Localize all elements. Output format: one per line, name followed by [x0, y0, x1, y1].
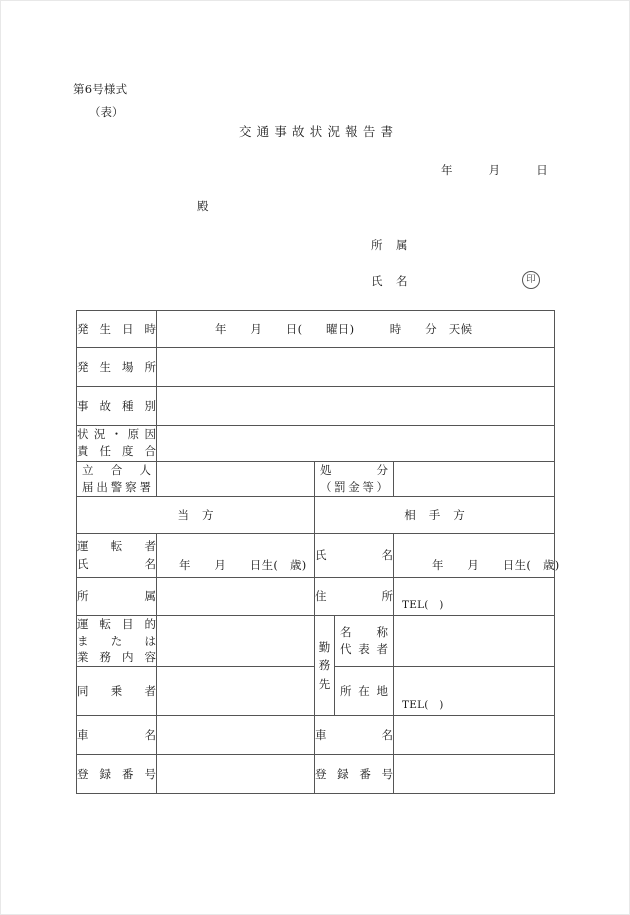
label-other-workplace — [315, 616, 335, 716]
table-row — [77, 387, 555, 426]
form-side-label: （表） — [89, 105, 124, 119]
label-penalty — [315, 461, 394, 497]
label-witness-police — [77, 461, 157, 497]
label-other-car-name: 車名 — [315, 716, 394, 755]
table-row — [77, 616, 555, 667]
field-accident-type[interactable] — [157, 387, 555, 426]
other-workplace-tel-hint: TEL( ) — [402, 699, 444, 712]
field-own-driver-name[interactable] — [157, 534, 315, 578]
label-own-driving-purpose — [77, 616, 157, 667]
page-title: 交通事故状況報告書 — [238, 124, 399, 139]
table-row — [77, 534, 555, 578]
accident-report-table — [76, 310, 560, 794]
table-row — [77, 497, 555, 534]
other-name-birth-hint: 年 月 日生( 歳) — [432, 558, 560, 572]
submission-date-line: 年 月 日 — [441, 163, 549, 177]
section-header-other-side: 相手方 — [315, 497, 555, 534]
form-number: 第6号様式 — [73, 82, 128, 96]
label-situation-cause: 状況・原因 — [77, 427, 156, 441]
field-penalty[interactable] — [394, 461, 555, 497]
workplace-char-2: 務 — [318, 658, 331, 673]
workplace-char-1: 勤 — [318, 639, 331, 654]
label-workplace-name: 名 称 — [340, 624, 388, 639]
field-own-affiliation[interactable] — [157, 578, 315, 616]
label-own-passenger: 同乗者 — [77, 667, 157, 716]
label-own-driver: 運転者 — [77, 539, 156, 554]
label-own-affiliation: 所属 — [77, 578, 157, 616]
label-other-registration: 登録番号 — [315, 755, 394, 794]
occurrence-datetime-hint: 年 月 日( 曜日) 時 分 天候 — [215, 322, 473, 336]
field-other-workplace-name[interactable] — [394, 616, 555, 667]
label-penalty-sub: （罰金等） — [320, 479, 388, 494]
table-row — [77, 716, 555, 755]
field-other-registration[interactable] — [394, 755, 555, 794]
label-own-registration: 登録番号 — [77, 755, 157, 794]
field-own-registration[interactable] — [157, 755, 315, 794]
addressee-label: 殿 — [197, 199, 209, 213]
field-own-driving-purpose[interactable] — [157, 616, 315, 667]
field-occurrence-place[interactable] — [157, 348, 555, 387]
label-own-car-name: 車名 — [77, 716, 157, 755]
label-accident-type: 事故種別 — [77, 387, 157, 426]
table-row — [77, 311, 555, 348]
field-other-car-name[interactable] — [394, 716, 555, 755]
label-occurrence-place: 発生場所 — [77, 348, 157, 387]
field-situation-cause-liability[interactable] — [157, 426, 555, 462]
table-row — [77, 348, 555, 387]
table-row — [77, 426, 555, 462]
table-row — [77, 461, 555, 497]
own-driver-birth-hint: 年 月 日生( 歳) — [179, 558, 307, 572]
label-own-driver-name-sub: 氏 名 — [77, 556, 156, 571]
label-other-workplace-name — [335, 616, 394, 667]
other-address-tel-hint: TEL( ) — [402, 599, 444, 611]
field-other-workplace-location[interactable] — [394, 667, 555, 716]
label-own-driver-name — [77, 534, 157, 578]
label-witness: 立合人 — [82, 462, 151, 477]
label-own-purpose-3: 業務内容 — [77, 650, 156, 665]
signer-affiliation-label: 所 属 — [371, 238, 409, 252]
label-workplace-rep: 代表者 — [340, 642, 388, 656]
label-occurrence-datetime: 発生日時 — [77, 311, 157, 348]
field-own-passenger[interactable] — [157, 667, 315, 716]
label-other-workplace-location: 所在地 — [335, 667, 394, 716]
field-other-address[interactable] — [394, 578, 555, 616]
field-occurrence-datetime[interactable] — [157, 311, 555, 348]
label-other-address: 住 所 — [315, 578, 394, 616]
field-other-name[interactable] — [394, 534, 560, 578]
field-own-car-name[interactable] — [157, 716, 315, 755]
label-other-name: 氏 名 — [315, 534, 394, 578]
other-workplace-vertical-text — [315, 638, 334, 694]
signer-name-label: 氏 名 — [371, 274, 409, 288]
label-liability-degree: 責任度合 — [77, 444, 156, 459]
seal-stamp-icon: 印 — [522, 271, 540, 289]
label-police-station: 届出警察署 — [82, 479, 151, 494]
workplace-char-3: 先 — [318, 676, 331, 691]
table-row — [77, 578, 555, 616]
section-header-own-side: 当方 — [77, 497, 315, 534]
label-penalty-title: 処 分 — [320, 462, 388, 477]
label-own-purpose-2: または — [77, 633, 156, 648]
label-situation-cause-liability — [77, 426, 157, 462]
table-row — [77, 755, 555, 794]
label-own-purpose-1: 運転目的 — [77, 617, 156, 631]
field-witness-police[interactable] — [157, 461, 315, 497]
